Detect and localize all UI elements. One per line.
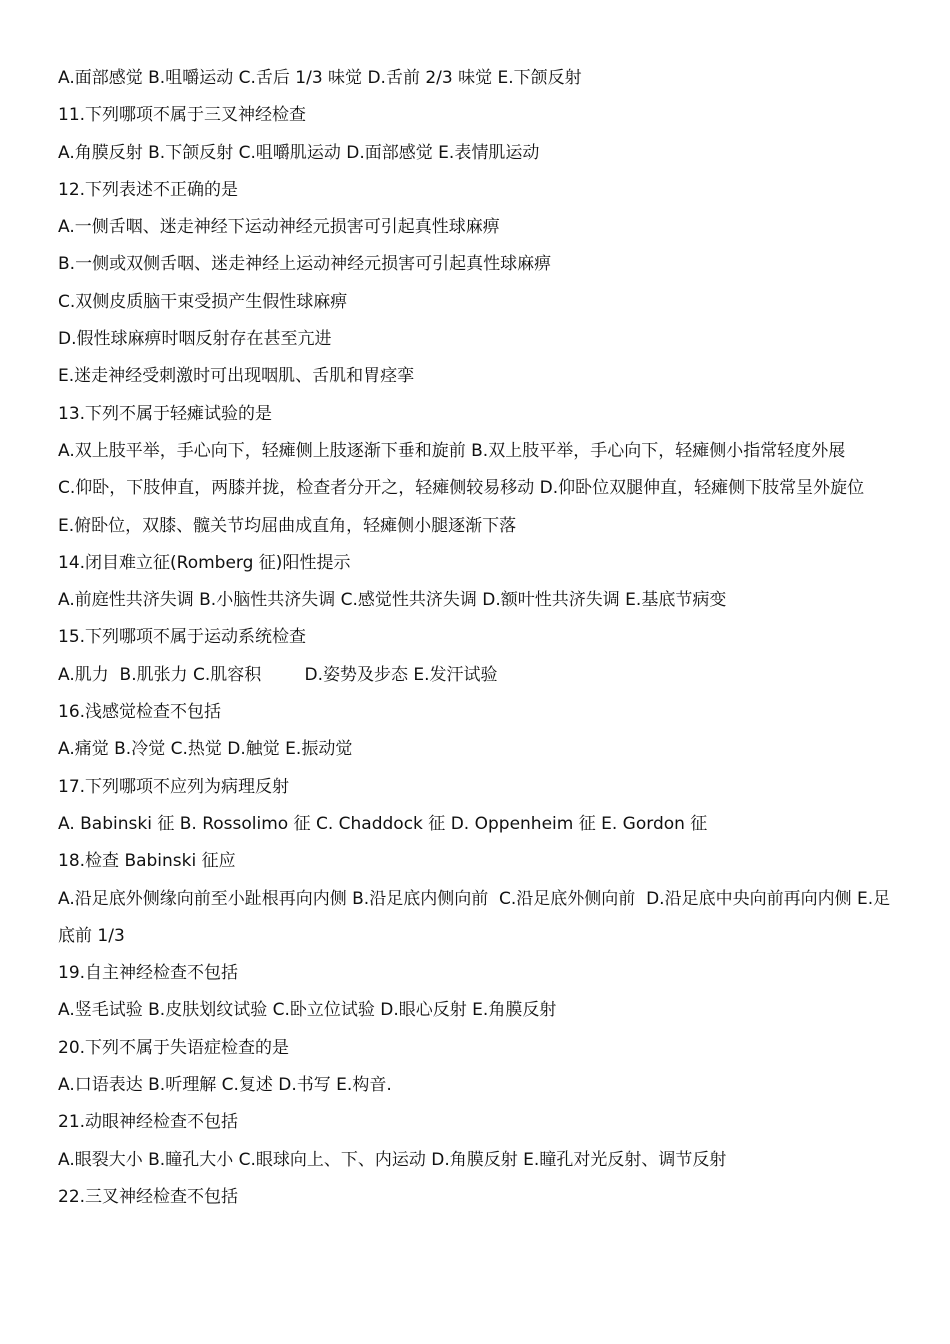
document-page	[58, 60, 898, 1216]
option-line: A.沿足底外侧缘向前至小趾根再向内侧 B.沿足底内侧向前 C.沿足底外侧向前 D.沿足底中央向前再向内侧 E.足底前 1/3	[58, 888, 891, 946]
option-line: A.双上肢平举，手心向下，轻瘫侧上肢逐渐下垂和旋前 B.双上肢平举，手心向下，轻瘫侧小指常轻度外展	[58, 440, 846, 461]
option-line: A.角膜反射 B.下颌反射 C.咀嚼肌运动 D.面部感觉 E.表情肌运动	[58, 142, 540, 163]
option-line: D.假性球麻痹时咽反射存在甚至亢进	[58, 329, 332, 350]
question-line: 19.自主神经检查不包括	[58, 963, 239, 984]
option-line: B.一侧或双侧舌咽、迷走神经上运动神经元损害可引起真性球麻痹	[58, 254, 552, 275]
option-line: A.肌力 B.肌张力 C.肌容积 D.姿势及步态 E.发汗试验	[58, 664, 498, 685]
question-line: 18.检查 Babinski 征应	[58, 851, 236, 872]
option-line: C.双侧皮质脑干束受损产生假性球麻痹	[58, 291, 348, 312]
question-line: 12.下列表述不正确的是	[58, 179, 239, 200]
question-line: 14.闭目难立征(Romberg 征)阳性提示	[58, 552, 351, 573]
option-line: C.仰卧，下肢伸直，两膝并拢，检查者分开之，轻瘫侧较易移动 D.仰卧位双腿伸直，轻瘫侧下肢常呈外旋位	[58, 478, 865, 499]
option-line: E.俯卧位，双膝、髋关节均屈曲成直角，轻瘫侧小腿逐渐下落	[58, 515, 517, 536]
option-line: A.一侧舌咽、迷走神经下运动神经元损害可引起真性球麻痹	[58, 217, 500, 238]
option-line: A.前庭性共济失调 B.小脑性共济失调 C.感觉性共济失调 D.额叶性共济失调 E.基底节病变	[58, 590, 727, 611]
question-line: 17.下列哪项不应列为病理反射	[58, 776, 290, 797]
option-line: A.竖毛试验 B.皮肤划纹试验 C.卧立位试验 D.眼心反射 E.角膜反射	[58, 1000, 557, 1021]
question-line: 21.动眼神经检查不包括	[58, 1112, 239, 1133]
option-line: A.面部感觉 B.咀嚼运动 C.舌后 1/3 味觉 D.舌前 2/3 味觉 E.下颌反射	[58, 68, 582, 88]
option-line: E.迷走神经受刺激时可出现咽肌、舌肌和胃痉挛	[58, 366, 415, 387]
question-line: 22.三叉神经检查不包括	[58, 1186, 239, 1207]
option-line: A.痛觉 B.冷觉 C.热觉 D.触觉 E.振动觉	[58, 739, 353, 760]
question-line: 15.下列哪项不属于运动系统检查	[58, 627, 307, 648]
question-line: 11.下列哪项不属于三叉神经检查	[58, 105, 307, 126]
question-line: 16.浅感觉检查不包括	[58, 702, 222, 723]
option-line: A.口语表达 B.听理解 C.复述 D.书写 E.构音.	[58, 1075, 392, 1096]
question-line: 20.下列不属于失语症检查的是	[58, 1037, 290, 1058]
question-line: 13.下列不属于轻瘫试验的是	[58, 403, 273, 424]
option-line: A. Babinski 征 B. Rossolimo 征 C. Chaddock 征 D. Oppenheim 征 E. Gordon 征	[58, 813, 708, 834]
option-line: A.眼裂大小 B.瞳孔大小 C.眼球向上、下、内运动 D.角膜反射 E.瞳孔对光反射、调节反射	[58, 1149, 727, 1170]
